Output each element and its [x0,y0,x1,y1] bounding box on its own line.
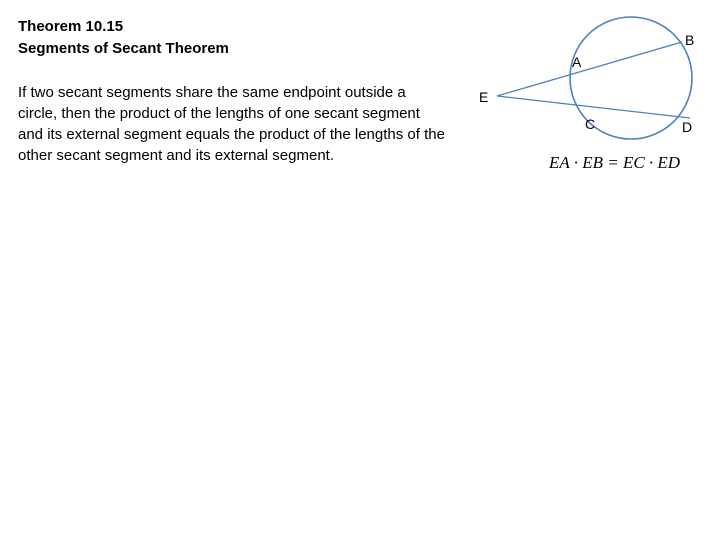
point-label-d: D [682,119,693,135]
theorem-name: Segments of Secant Theorem [18,40,229,57]
theorem-statement: If two secant segments share the same endpoint outside a circle, then the product of the lengths of one secant segment and its external segment equals the product of the lengths of the other secant segment and its external segment. [18,84,445,164]
point-label-c: C [585,116,596,132]
theorem-number: Theorem 10.15 [18,18,124,35]
point-label-e: E [479,89,489,105]
point-label-a: A [572,54,582,70]
secant-eb [497,42,682,96]
formula: EA · EB = EC · ED [549,153,681,172]
secant-ed [497,96,690,118]
point-label-b: B [685,32,695,48]
